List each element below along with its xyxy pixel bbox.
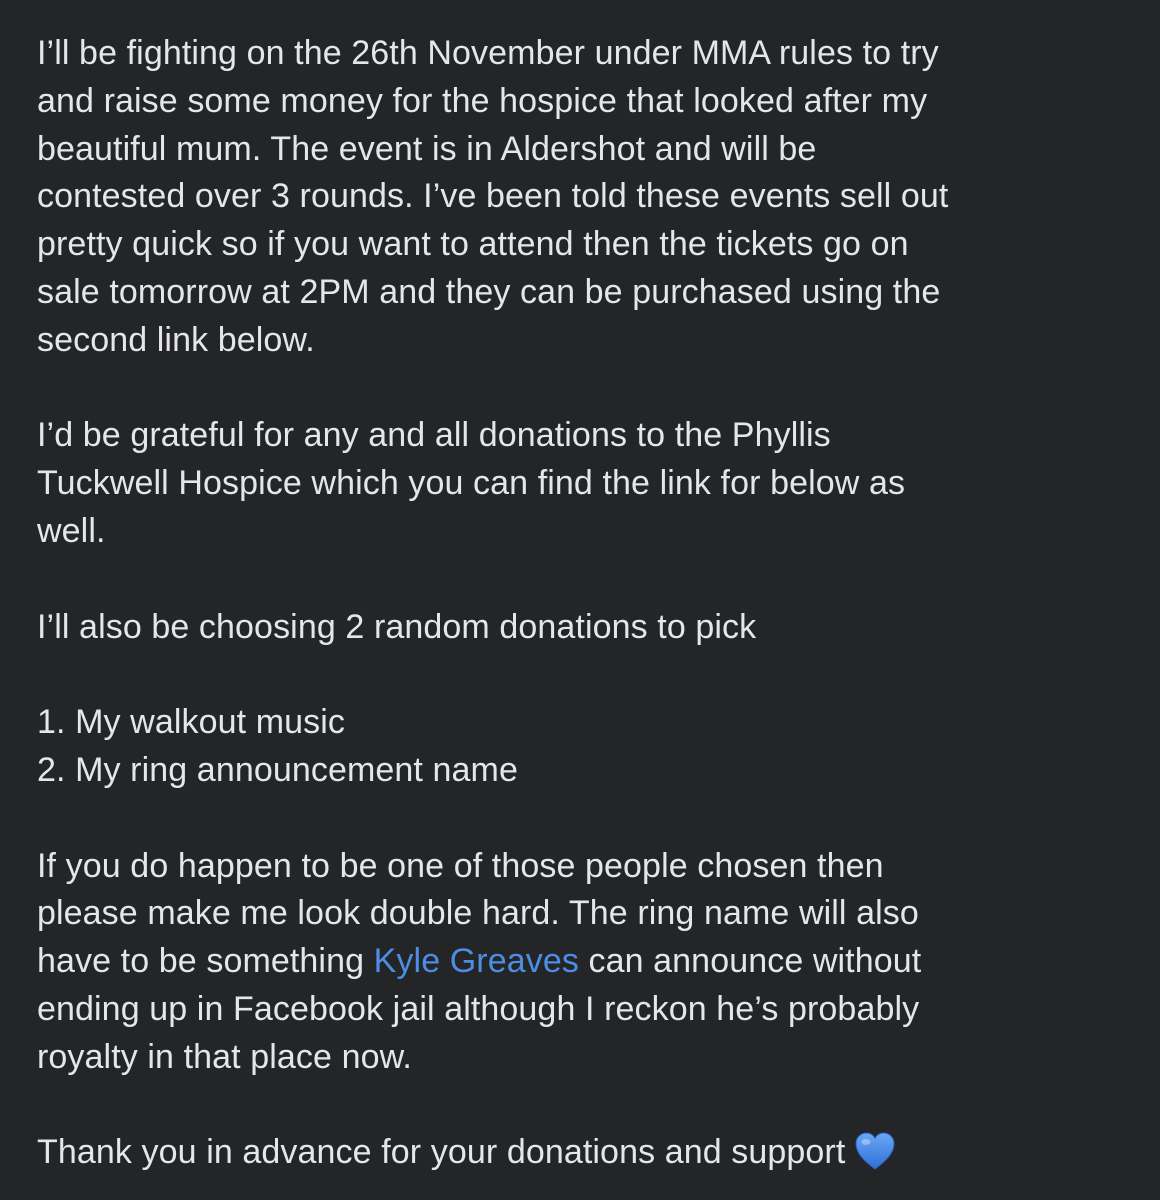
text-line: second link below. [37, 320, 315, 359]
text-line: I’ll also be choosing 2 random donations to pick [37, 607, 757, 646]
paragraph-chosen-people [37, 843, 1137, 1082]
text-line: If you do happen to be one of those people chosen then [37, 846, 884, 885]
text-line: please make me look double hard. The ring name will also [37, 894, 919, 933]
text-line: royalty in that place now. [37, 1037, 412, 1076]
closing-text: Thank you in advance for your donations and support [37, 1133, 846, 1172]
post-body [37, 30, 1137, 1177]
text-fragment: can announce without [578, 942, 922, 981]
paragraph-gap [37, 556, 1137, 604]
text-line: I’d be grateful for any and all donations to the Phyllis [37, 416, 831, 455]
text-line: well. [37, 511, 106, 550]
paragraph-closing [37, 1129, 1137, 1177]
text-fragment: have to be something [37, 942, 374, 981]
list-item: 2. My ring announcement name [37, 750, 518, 789]
text-line: Tuckwell Hospice which you can find the link for below as [37, 464, 906, 503]
paragraph-donations [37, 412, 1137, 555]
text-line: sale tomorrow at 2PM and they can be purchased using the [37, 272, 941, 311]
text-line: ending up in Facebook jail although I reckon he’s probably [37, 989, 920, 1028]
text-line: pretty quick so if you want to attend then the tickets go on [37, 225, 909, 264]
text-line: beautiful mum. The event is in Aldershot and will be [37, 129, 817, 168]
text-line: I’ll be fighting on the 26th November under MMA rules to try [37, 34, 939, 72]
paragraph-gap [37, 651, 1137, 699]
paragraph-fight-announcement [37, 30, 1137, 365]
text-line: contested over 3 rounds. I’ve been told these events sell out [37, 177, 949, 216]
paragraph-random-donations [37, 604, 1137, 652]
blue-heart-icon [853, 1129, 897, 1173]
paragraph-gap [37, 795, 1137, 843]
list-item: 1. My walkout music [37, 703, 345, 742]
text-line: and raise some money for the hospice that looked after my [37, 81, 928, 120]
text-line-with-mention [37, 938, 1137, 986]
paragraph-gap [37, 365, 1137, 413]
numbered-list [37, 699, 1137, 795]
mention-link[interactable]: Kyle Greaves [373, 942, 579, 981]
text-line-closing [37, 1129, 1137, 1177]
paragraph-gap [37, 1082, 1137, 1130]
